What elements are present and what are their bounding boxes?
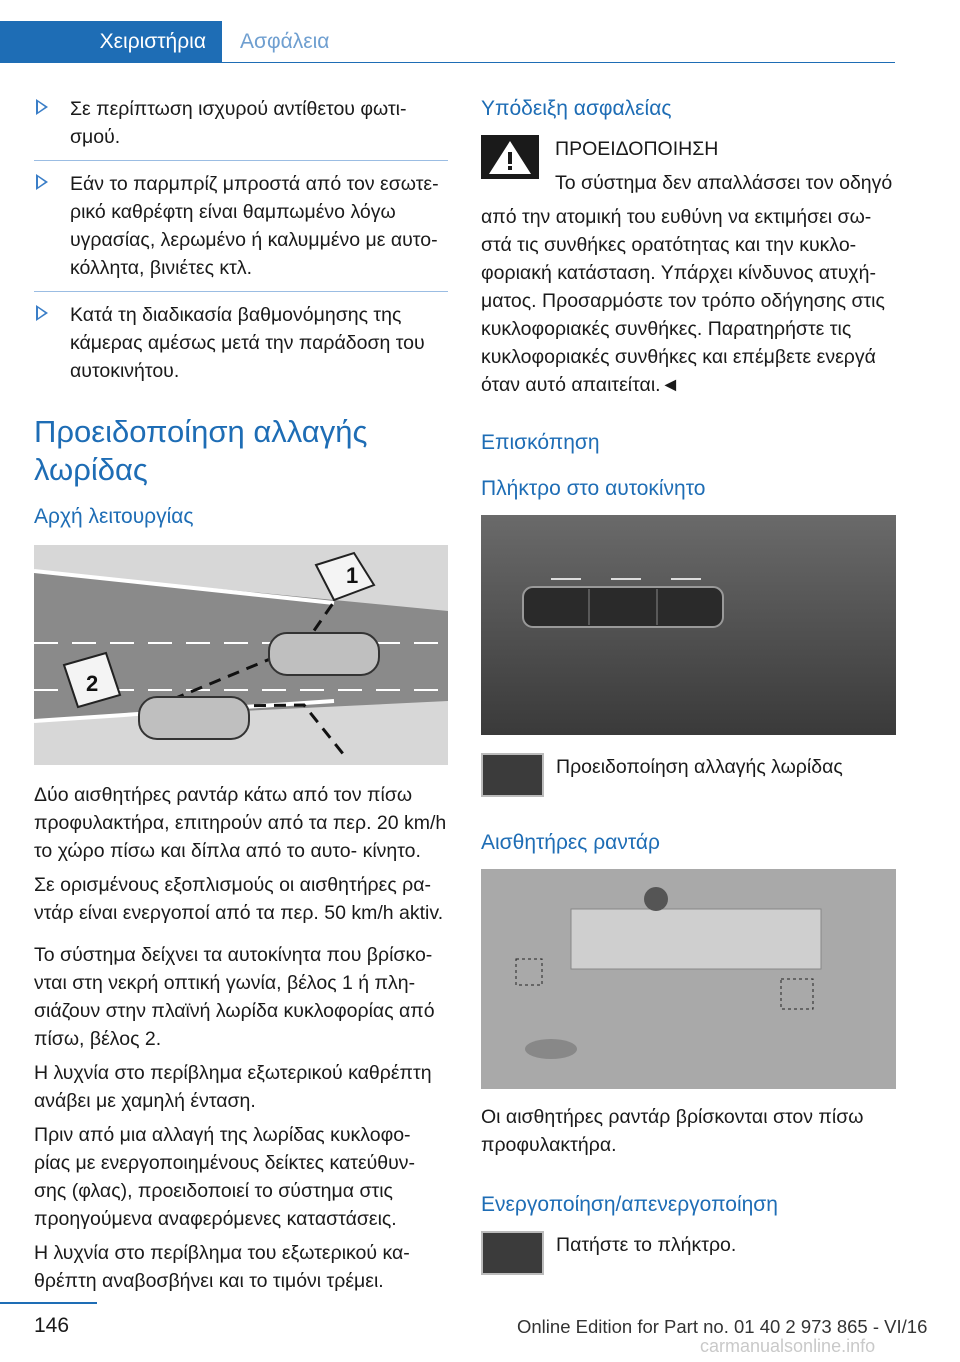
paragraph: Πριν από μια αλλαγή της λωρίδας κυκλοφο‐ ρίας με ενεργοποιημένους δείκτες κατεύθυν‐ σης (φλας), προειδοποιεί το σύστημα στις προηγούμενα αναφερόμενες καταστάσεις. — [34, 1124, 416, 1230]
warning-label: ΠΡΟΕΙΔΟΠΟΙΗΣΗ — [555, 138, 719, 160]
header-divider — [0, 62, 895, 63]
watermark-text: carmanualsonline.info — [700, 1336, 876, 1356]
section-title: Προειδοποίηση αλλαγής λωρίδας — [34, 414, 368, 487]
button-panel-photo — [481, 515, 896, 735]
warning-block — [481, 135, 896, 399]
activation-text: Πατήστε το πλήκτρο. — [556, 1234, 737, 1256]
divider — [34, 291, 448, 292]
triangle-bullet-icon — [36, 174, 48, 190]
divider — [34, 160, 448, 161]
radar-title: Αισθητήρες ραντάρ — [481, 831, 660, 854]
page-header — [0, 0, 960, 64]
activation-title: Ενεργοποίηση/απενεργοποίηση — [481, 1193, 778, 1216]
bullet-item — [34, 301, 448, 385]
tab-safety[interactable]: Ασφάλεια — [240, 30, 330, 53]
paragraph: Δύο αισθητήρες ραντάρ κάτω από τον πίσω προφυλακτήρα, επιτηρούν από τα περ. 20 km/h το χώρο πίσω και δίπλα από το αυτο‐ κίνητο. — [34, 784, 447, 862]
triangle-bullet-icon — [36, 305, 48, 321]
triangle-bullet-icon — [36, 99, 48, 115]
lane-change-button-row — [481, 753, 896, 797]
bullet-item — [34, 95, 448, 151]
page-number: 146 — [34, 1314, 70, 1337]
arrow-label-1: 1 — [346, 563, 359, 588]
warning-triangle-icon — [481, 135, 539, 179]
lane-change-button-icon — [481, 1231, 544, 1275]
edition-text: Online Edition for Part no. 01 40 2 973 865 - VI/16 — [517, 1316, 928, 1337]
lane-change-warning-icon — [481, 753, 544, 797]
paragraph: Η λυχνία στο περίβλημα εξωτερικού καθρέπτη ανάβει με χαμηλή ένταση. — [34, 1062, 432, 1112]
right-column — [481, 95, 896, 1275]
safety-title: Υπόδειξη ασφαλείας — [481, 97, 672, 120]
activation-row — [481, 1231, 896, 1275]
tab-controls[interactable]: Χειριστήρια — [0, 21, 222, 63]
radar-caption: Οι αισθητήρες ραντάρ βρίσκονται στον πίσω προφυλακτήρα. — [481, 1106, 864, 1156]
paragraph: Η λυχνία στο περίβλημα του εξωτερικού κα‐ θρέπτη αναβοσβήνει και το τιμόνι τρέμει. — [34, 1242, 410, 1292]
bullet-text: Εάν το παρμπρίζ μπροστά από τον εσωτε‐ ρικό καθρέφτη είναι θαμπωμένο λόγω υγρασίας, λερωμένο ή καλυμμένο με αυτο‐ κόλλητα, βινιέτες κτλ. — [70, 173, 439, 279]
lane-diagram-svg — [34, 545, 448, 765]
left-column — [34, 95, 448, 1301]
button-caption: Προειδοποίηση αλλαγής λωρίδας — [556, 756, 843, 778]
footer-divider — [0, 1302, 97, 1304]
button-title: Πλήκτρο στο αυτοκίνητο — [481, 477, 706, 500]
bullet-text: Κατά τη διαδικασία βαθμονόμησης της κάμερας αμέσως μετά την παράδοση του αυτοκινήτου. — [70, 304, 425, 382]
rear-bumper-photo — [481, 869, 896, 1089]
bullet-text: Σε περίπτωση ισχυρού αντίθετου φωτι‐ σμού. — [70, 98, 407, 148]
overview-title: Επισκόπηση — [481, 431, 600, 454]
arrow-label-2: 2 — [86, 671, 99, 696]
paragraph: Σε ορισμένους εξοπλισμούς οι αισθητήρες ρα‐ ντάρ είναι ενεργοποί από τα περ. 50 km/h aktiv. — [34, 874, 444, 924]
lane-change-diagram — [34, 545, 448, 765]
warning-text: από την ατομική του ευθύνη να εκτιμήσει σω‐ στά τις συνθήκες ορατότητας και την κυκλο‐ φοριακή κατάσταση. Υπάρχει κίνδυνος ατυχή‐ ματος. Προσαρμόστε τον τρόπο οδήγησης στις κυκλοφοριακές συνθήκες. Παρατηρήστε τις κυκλοφοριακές συνθήκες και επέμβετε ενεργά όταν αυτό απαιτείται.◄ — [481, 206, 885, 396]
warning-text-first: Το σύστημα δεν απαλλάσσει τον οδηγό — [555, 172, 893, 194]
section-subtitle: Αρχή λειτουργίας — [34, 505, 194, 528]
paragraph: Το σύστημα δείχνει τα αυτοκίνητα που βρίσκο‐ νται στη νεκρή οπτική γωνία, βέλος 1 ή πλη‐ σιάζουν στην πλαϊνή λωρίδα κυκλοφορίας από πίσω, βέλος 2. — [34, 944, 435, 1050]
bullet-item — [34, 170, 448, 282]
